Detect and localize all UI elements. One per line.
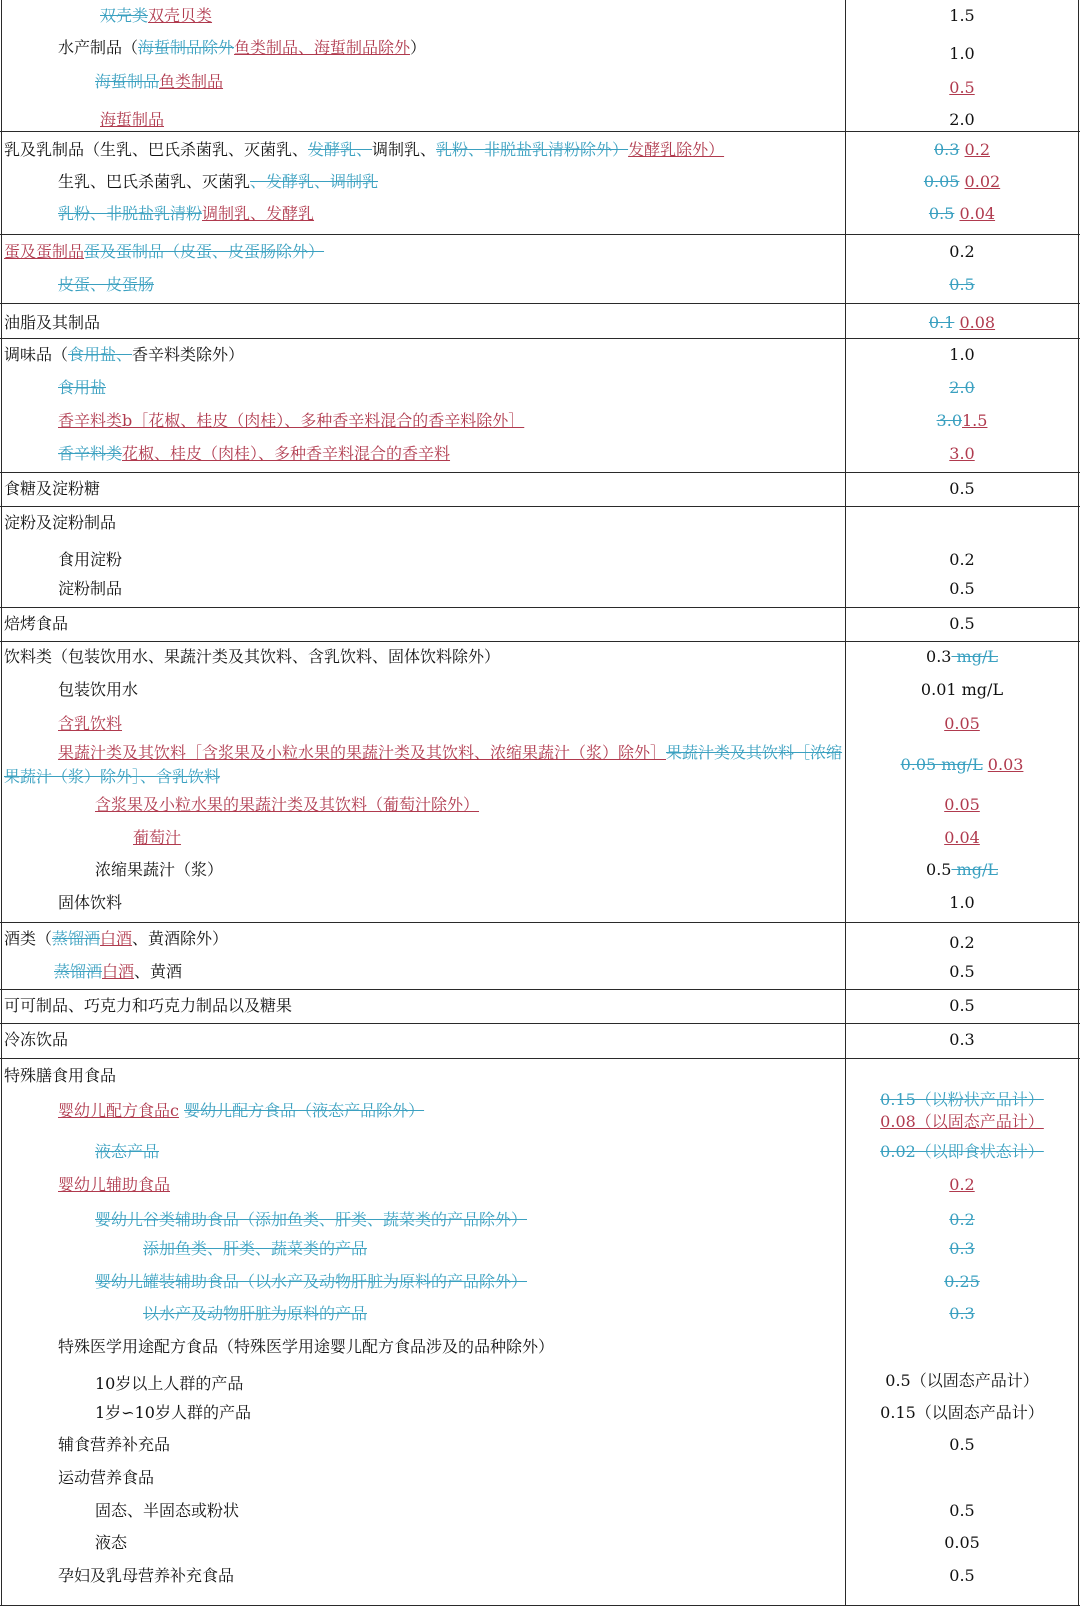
row-name: 饮料类（包装饮用水、果蔬汁类及其饮料、含乳饮料、固体饮料除外） — [4, 647, 501, 666]
deleted-value: 3.0 — [936, 411, 962, 430]
row-value — [846, 444, 1078, 464]
group-beverages — [0, 641, 1080, 922]
table-row — [0, 741, 1080, 789]
name-text: 水产制品（ — [58, 38, 139, 57]
deleted-text: 婴幼儿罐装辅助食品（以水产及动物肝脏为原料的产品除外） — [95, 1272, 528, 1291]
row-value — [846, 714, 1078, 734]
table-row — [0, 513, 1080, 533]
table-row — [0, 893, 1080, 913]
table-row — [0, 929, 1080, 952]
inserted-text: 含乳饮料 — [58, 714, 123, 733]
row-value — [846, 313, 1078, 333]
table-row — [0, 38, 1080, 63]
inserted-value: 0.05 — [944, 714, 980, 733]
table-row — [0, 1501, 1080, 1521]
row-name — [58, 714, 122, 734]
group-starch — [0, 506, 1080, 607]
deleted-text: 蒸馏酒 — [52, 929, 101, 948]
value-text: 0.5 — [926, 860, 952, 879]
deleted-value: mg/L — [951, 647, 998, 666]
row-name — [4, 741, 844, 789]
inserted-text: 果蔬汁类及其饮料［含浆果及小粒水果的果蔬汁类及其饮料、浓缩果蔬汁（浆）除外］ — [58, 743, 667, 762]
deleted-text: 添加鱼类、肝类、蔬菜类的产品 — [143, 1239, 368, 1258]
row-name — [95, 1272, 527, 1292]
row-value: 0.5 — [949, 962, 975, 981]
row-name — [58, 1175, 170, 1195]
table-row — [0, 828, 1080, 848]
deleted-value: 0.25 — [944, 1272, 980, 1291]
deleted-text: 双壳类 — [100, 6, 149, 25]
inserted-value: 0.08 — [959, 313, 996, 332]
table-row — [0, 1403, 1080, 1423]
name-text: 生乳、巴氏杀菌乳、灭菌乳 — [58, 172, 251, 191]
table-row — [0, 614, 1080, 634]
group-aquatic — [0, 0, 1080, 131]
deleted-text: 婴幼儿谷类辅助食品（添加鱼类、肝类、蔬菜类的产品除外） — [95, 1210, 528, 1229]
row-name — [100, 6, 212, 26]
table-row — [0, 479, 1080, 499]
row-name — [4, 140, 724, 160]
row-name — [54, 962, 182, 982]
row-name: 油脂及其制品 — [4, 313, 101, 332]
inserted-text: 海蜇制品 — [100, 110, 165, 129]
deleted-text: 海蜇制品除外 — [138, 38, 235, 57]
table-row — [0, 1089, 1080, 1133]
row-name — [4, 929, 228, 949]
row-name: 液态 — [95, 1533, 128, 1552]
table-row — [0, 1337, 1080, 1357]
row-value — [846, 1239, 1078, 1259]
name-text: 调味品（ — [4, 345, 69, 364]
table-row — [0, 1142, 1080, 1162]
table-row — [0, 1030, 1080, 1050]
row-value: 0.5 — [949, 1566, 975, 1585]
deleted-text: 婴幼儿配方食品（液态产品除外） — [184, 1101, 425, 1120]
table-row — [0, 996, 1080, 1016]
table-row — [0, 345, 1080, 365]
deleted-text: 香辛料类 — [58, 444, 123, 463]
value-text: 0.3 — [926, 647, 952, 666]
row-value: 0.2 — [949, 933, 975, 952]
row-name: 淀粉制品 — [58, 579, 123, 598]
deleted-text: 皮蛋、皮蛋肠 — [58, 275, 155, 294]
row-name — [58, 172, 378, 192]
row-value: 2.0 — [949, 110, 975, 129]
group-frozen — [0, 1023, 1080, 1058]
row-name: 孕妇及乳母营养补充食品 — [58, 1566, 235, 1585]
row-name: 辅食营养补充品 — [58, 1435, 171, 1454]
table-row — [0, 378, 1080, 398]
table-row — [0, 579, 1080, 599]
row-value — [846, 1210, 1078, 1230]
group-eggs — [0, 234, 1080, 303]
deleted-value: 0.3 — [949, 1304, 975, 1323]
group-seasonings — [0, 338, 1080, 472]
deleted-value: 0.3 — [949, 1239, 975, 1258]
row-value: 1.0 — [949, 893, 975, 912]
row-value: 0.2 — [949, 550, 975, 569]
row-value — [846, 378, 1078, 398]
row-value: 0.05 — [944, 1533, 980, 1552]
table-row — [0, 204, 1080, 224]
group-oils — [0, 303, 1080, 338]
table-row — [0, 714, 1080, 734]
row-value: 0.5 — [949, 1501, 975, 1520]
deleted-value: 0.15（以粉状产品计） — [880, 1090, 1044, 1109]
row-value: 0.5（以固态产品计） — [885, 1371, 1039, 1390]
row-name: 包装饮用水 — [58, 680, 139, 699]
inserted-value: 0.08（以固态产品计） — [880, 1112, 1044, 1131]
table-row — [0, 411, 1080, 431]
name-text: 、黄酒除外） — [132, 929, 229, 948]
deleted-text: 乳粉、非脱盐乳清粉 — [58, 204, 203, 223]
row-name — [143, 1239, 367, 1259]
deleted-text: 食用盐、 — [68, 345, 133, 364]
deleted-text: 蛋及蛋制品（皮蛋、皮蛋肠除外） — [84, 242, 325, 261]
table-row — [0, 110, 1080, 130]
deleted-value: 0.5 — [949, 275, 975, 294]
deleted-value: 0.02（以即食状态计） — [880, 1142, 1044, 1161]
row-name: 淀粉及淀粉制品 — [4, 513, 117, 532]
deleted-value: 0.1 — [928, 313, 955, 332]
table-row — [0, 242, 1080, 262]
row-value: 0.5 — [949, 479, 975, 498]
row-name: 可可制品、巧克力和巧克力制品以及糖果 — [4, 996, 293, 1015]
table-row — [0, 647, 1080, 667]
inserted-value: 0.04 — [944, 828, 980, 847]
row-value — [846, 828, 1078, 848]
name-text: 香辛料类除外） — [132, 345, 245, 364]
inserted-text: 花椒、桂皮（肉桂）、多种香辛料混合的香辛料 — [122, 444, 451, 463]
row-value: 0.01 mg/L — [920, 680, 1004, 699]
table-row — [0, 1468, 1080, 1488]
row-name — [95, 795, 479, 815]
deleted-value: 0.05 mg/L — [900, 755, 983, 774]
row-name: 特殊膳食用食品 — [4, 1066, 117, 1085]
deleted-text: 发酵乳、 — [308, 140, 373, 159]
row-name — [4, 345, 244, 365]
inserted-text: 蛋及蛋制品 — [4, 242, 85, 261]
table-row — [0, 550, 1080, 570]
table-row — [0, 1304, 1080, 1324]
table-row — [0, 1239, 1080, 1259]
row-value: 0.5 — [949, 579, 975, 598]
group-bakery — [0, 607, 1080, 641]
row-value: 0.5 — [949, 1435, 975, 1454]
row-value — [846, 1304, 1078, 1324]
deleted-text: 蒸馏酒 — [54, 962, 103, 981]
row-name: 焙烤食品 — [4, 614, 69, 633]
row-value: 1.5 — [949, 6, 975, 25]
row-name — [143, 1304, 367, 1324]
inserted-value: 0.04 — [959, 204, 996, 223]
row-value — [846, 204, 1078, 224]
row-name: 特殊医学用途配方食品（特殊医学用途婴儿配方食品涉及的品种除外） — [58, 1337, 555, 1356]
row-value: 0.2 — [949, 242, 975, 261]
name-text: 乳及乳制品（生乳、巴氏杀菌乳、灭菌乳、 — [4, 140, 309, 159]
row-name: 固体饮料 — [58, 893, 123, 912]
inserted-text: 婴幼儿辅助食品 — [58, 1175, 171, 1194]
row-value — [846, 795, 1078, 815]
table-row — [0, 1175, 1080, 1195]
deleted-value: 0.2 — [949, 1210, 975, 1229]
table-row — [0, 962, 1080, 982]
inserted-value: 1.5 — [962, 411, 988, 430]
table-row — [0, 1533, 1080, 1553]
row-name — [58, 378, 106, 398]
inserted-text: 白酒 — [100, 929, 133, 948]
table-row — [0, 680, 1080, 700]
table-row — [0, 860, 1080, 880]
inserted-text: 调制乳、发酵乳 — [202, 204, 315, 223]
deleted-value: 0.05 — [923, 172, 960, 191]
table-row — [0, 1566, 1080, 1586]
row-value — [846, 1175, 1078, 1195]
deleted-text: 、发酵乳、调制乳 — [250, 172, 379, 191]
deleted-text: 液态产品 — [95, 1142, 160, 1161]
row-value — [846, 78, 1078, 98]
row-name: 食糖及淀粉糖 — [4, 479, 101, 498]
row-value — [846, 1089, 1078, 1133]
row-value — [846, 140, 1078, 160]
inserted-text: 发酵乳除外） — [628, 140, 725, 159]
name-text: 调制乳、 — [372, 140, 437, 159]
row-value — [846, 172, 1078, 192]
deleted-text: 乳粉、非脱盐乳清粉除外） — [436, 140, 629, 159]
deleted-text: 海蜇制品 — [95, 72, 160, 91]
row-name — [58, 275, 154, 295]
row-name — [58, 38, 426, 58]
row-name — [95, 1210, 527, 1230]
deleted-text: 以水产及动物肝脏为原料的产品 — [143, 1304, 368, 1323]
table-row — [0, 1066, 1080, 1086]
row-value: 0.15（以固态产品计） — [880, 1403, 1044, 1422]
row-name: 食用淀粉 — [58, 550, 123, 569]
inserted-value: 0.03 — [987, 755, 1024, 774]
inserted-value: 0.2 — [949, 1175, 975, 1194]
row-name — [58, 444, 450, 464]
row-value — [846, 275, 1078, 295]
group-alcohol — [0, 922, 1080, 989]
table-row — [0, 1371, 1080, 1391]
row-value: 1.0 — [949, 345, 975, 364]
row-name: 1岁∽10岁人群的产品 — [95, 1403, 251, 1422]
inserted-text: 鱼类制品 — [159, 72, 224, 91]
inserted-text: 葡萄汁 — [133, 828, 182, 847]
row-name: 冷冻饮品 — [4, 1030, 69, 1049]
deleted-value: 0.5 — [928, 204, 955, 223]
inserted-value: 3.0 — [949, 444, 975, 463]
table-row — [0, 172, 1080, 192]
group-cocoa — [0, 989, 1080, 1023]
deleted-text: 果蔬汁类及其饮料［浓缩果蔬汁（浆）除外］、含乳饮料 — [4, 743, 843, 786]
table-row — [0, 72, 1080, 97]
row-name — [58, 204, 314, 224]
group-dairy — [0, 131, 1080, 234]
table-row — [0, 6, 1080, 26]
row-value — [846, 647, 1078, 667]
table-row — [0, 444, 1080, 464]
row-name: 固态、半固态或粉状 — [95, 1501, 240, 1520]
table-row — [0, 1210, 1080, 1230]
inserted-value: 0.2 — [964, 140, 990, 159]
row-value — [846, 1272, 1078, 1292]
row-value — [846, 860, 1078, 880]
name-text: 酒类（ — [4, 929, 53, 948]
row-name — [58, 1101, 424, 1121]
table-row — [0, 313, 1080, 333]
inserted-text: 双壳贝类 — [148, 6, 213, 25]
inserted-value: 0.5 — [949, 78, 975, 97]
row-value — [846, 411, 1078, 431]
table-row — [0, 1435, 1080, 1455]
row-value: 1.0 — [949, 44, 975, 63]
group-special-dietary — [0, 1058, 1080, 1606]
row-value: 0.5 — [949, 614, 975, 633]
inserted-text: 鱼类制品、海蜇制品除外 — [234, 38, 411, 57]
table-row — [0, 795, 1080, 815]
inserted-value: 0.05 — [944, 795, 980, 814]
row-name — [58, 411, 524, 431]
table-row — [0, 1272, 1080, 1292]
deleted-text: 食用盐 — [58, 378, 107, 397]
deleted-value: 0.3 — [934, 140, 960, 159]
group-sugar — [0, 472, 1080, 506]
row-name — [95, 1142, 159, 1162]
name-text: ） — [410, 38, 427, 57]
deleted-value: mg/L — [951, 860, 998, 879]
row-name — [133, 828, 181, 848]
row-name: 浓缩果蔬汁（浆） — [95, 860, 224, 879]
row-value: 0.3 — [949, 1030, 975, 1049]
row-value: 0.5 — [949, 996, 975, 1015]
table-row — [0, 275, 1080, 295]
row-name: 运动营养食品 — [58, 1468, 155, 1487]
name-text: 、黄酒 — [134, 962, 183, 981]
row-name — [4, 242, 324, 262]
row-name — [95, 72, 223, 92]
row-name — [100, 110, 164, 130]
row-value — [846, 1142, 1078, 1162]
row-name: 10岁以上人群的产品 — [95, 1374, 244, 1393]
table-row — [0, 140, 1080, 160]
row-value — [846, 755, 1078, 775]
deleted-value: 2.0 — [949, 378, 975, 397]
inserted-value: 0.02 — [964, 172, 1001, 191]
inserted-text: 婴幼儿配方食品c — [58, 1101, 179, 1120]
inserted-text: 白酒 — [102, 962, 135, 981]
inserted-text: 含浆果及小粒水果的果蔬汁类及其饮料（葡萄汁除外） — [95, 795, 480, 814]
inserted-text: 香辛料类b［花椒、桂皮（肉桂）、多种香辛料混合的香辛料除外］ — [58, 411, 525, 430]
